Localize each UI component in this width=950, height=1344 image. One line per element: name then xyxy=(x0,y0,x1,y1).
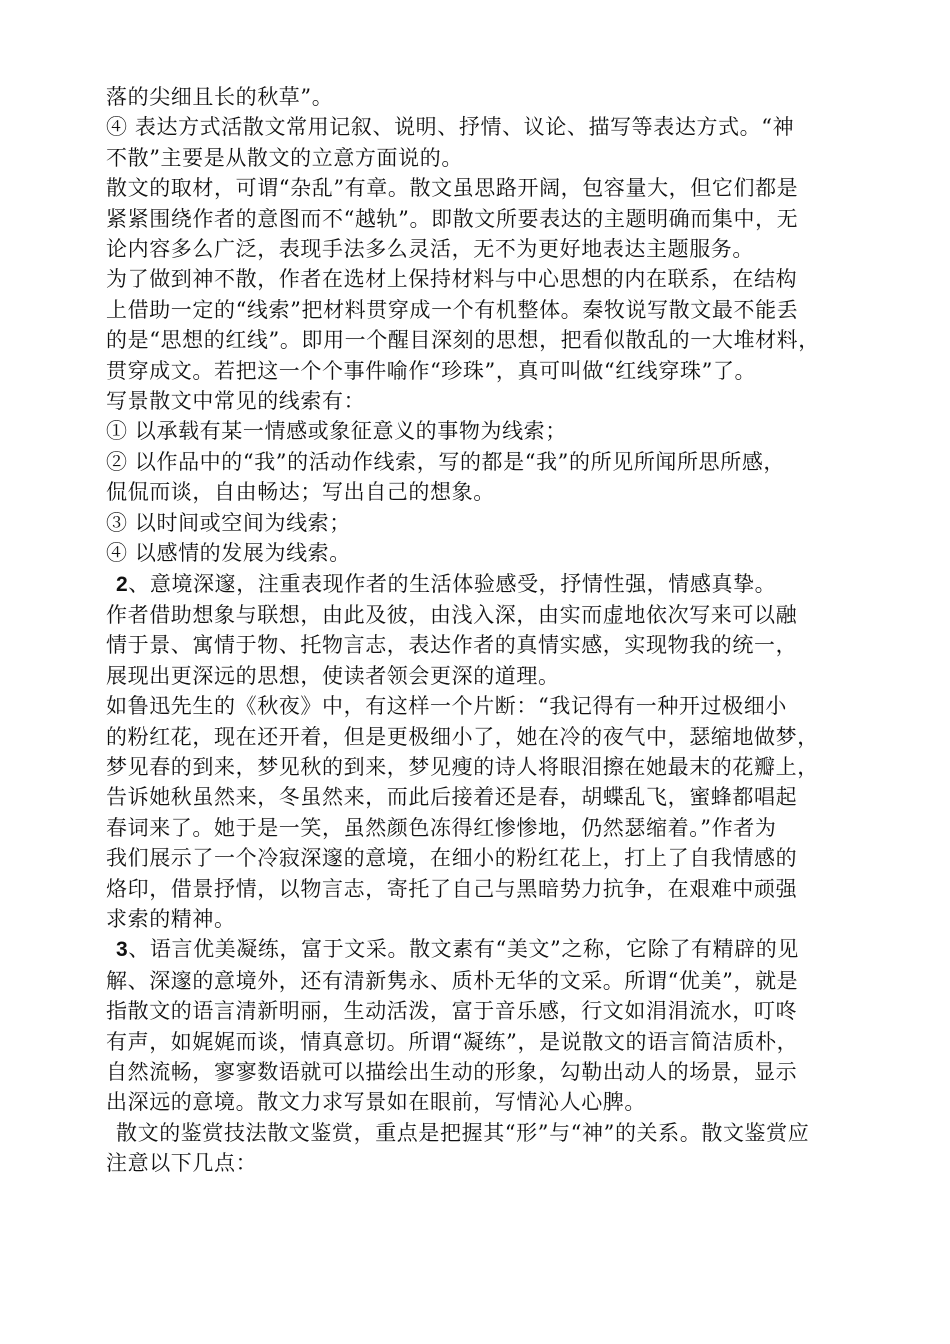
text-line: ④ 表达方式活散文常用记叙、说明、抒情、议论、描写等表达方式。“神 xyxy=(106,115,795,140)
text-line: 的粉红花，现在还开着，但是更极细小了，她在冷的夜气中，瑟缩地做梦， xyxy=(106,724,819,749)
text-line: 为了做到神不散，作者在选材上保持材料与中心思想的内在联系，在结构 xyxy=(106,267,798,292)
text-line: 侃侃而谈，自由畅达；写出自己的想象。 xyxy=(106,480,495,505)
text-line: 散文的取材，可谓“杂乱”有章。散文虽思路开阔，包容量大，但它们都是 xyxy=(106,176,799,201)
text-line: 告诉她秋虽然来，冬虽然来，而此后接着还是春，胡蝶乱飞，蜜蜂都唱起 xyxy=(106,785,798,810)
text-line: 的是“思想的红线”。即用一个醒目深刻的思想，把看似散乱的一大堆材料， xyxy=(106,328,820,353)
text-line: 注意以下几点： xyxy=(106,1151,258,1176)
text-line: 散文的鉴赏技法散文鉴赏，重点是把握其“形”与“神”的关系。散文鉴赏应 xyxy=(116,1120,810,1145)
text-line: 落的尖细且长的秋草”。 xyxy=(106,85,334,109)
text-line: 如鲁迅先生的《秋夜》中，有这样一个片断：“我记得有一种开过极细小 xyxy=(106,694,787,719)
text-line: 贯穿成文。若把这一个个事件喻作“珍珠”，真可叫做“红线穿珠”了。 xyxy=(106,358,757,383)
list-item: ① 以承载有某一情感或象征意义的事物为线索； xyxy=(106,419,567,444)
text-line: 出深远的意境。散文力求写景如在眼前，写情沁人心脾。 xyxy=(106,1090,646,1115)
section-heading-text: 、语言优美凝练，富于文采。散文素有“美文”之称，它除了有精辟的见 xyxy=(128,937,799,962)
text-line: 不散”主要是从散文的立意方面说的。 xyxy=(106,145,463,170)
text-line: 春词来了。她于是一笑，虽然颜色冻得红惨惨地，仍然瑟缩着。”作者为 xyxy=(106,815,777,840)
text-line: 展现出更深远的思想，使读者领会更深的道理。 xyxy=(106,663,560,688)
section-number: 2 xyxy=(116,572,129,596)
text-line: 解、深邃的意境外，还有清新隽永、质朴无华的文采。所谓“优美”，就是 xyxy=(106,968,799,993)
text-line: 紧紧围绕作者的意图而不“越轨”。即散文所要表达的主题明确而集中，无 xyxy=(106,206,799,231)
section-2-heading xyxy=(106,569,866,600)
document-body xyxy=(106,82,866,1179)
text-line: 上借助一定的“线索”把材料贯穿成一个有机整体。秦牧说写散文最不能丢 xyxy=(106,297,799,322)
text-line: 求索的精神。 xyxy=(106,906,236,931)
list-item: ④ 以感情的发展为线索。 xyxy=(106,541,351,566)
text-line: 梦见春的到来，梦见秋的到来，梦见瘦的诗人将眼泪擦在她最末的花瓣上， xyxy=(106,754,819,779)
text-line: 自然流畅，寥寥数语就可以描绘出生动的形象，勾勒出动人的场景，显示 xyxy=(106,1060,798,1084)
text-line: 写景散文中常见的线索有： xyxy=(106,389,366,414)
text-line: 论内容多么广泛，表现手法多么灵活，无不为更好地表达主题服务。 xyxy=(106,237,754,262)
text-line: 有声，如娓娓而谈，情真意切。所谓“凝练”，是说散文的语言简洁质朴， xyxy=(106,1029,799,1054)
list-item: ② 以作品中的“我”的活动作线索，写的都是“我”的所见所闻所思所感， xyxy=(106,449,786,474)
text-line: 指散文的语言清新明丽，生动活泼，富于音乐感，行文如涓涓流水，叮咚 xyxy=(106,999,798,1024)
text-line: 情于景、寓情于物、托物言志，表达作者的真情实感，实现物我的统一， xyxy=(106,633,798,658)
list-item: ③ 以时间或空间为线索； xyxy=(106,510,351,535)
text-line: 我们展示了一个冷寂深邃的意境，在细小的粉红花上，打上了自我情感的 xyxy=(106,846,798,871)
text-line: 作者借助想象与联想，由此及彼，由浅入深，由实而虚地依次写来可以融 xyxy=(106,602,798,627)
section-heading-text: 、意境深邃，注重表现作者的生活体验感受，抒情性强，情感真挚。 xyxy=(128,571,777,596)
section-3-heading xyxy=(106,934,866,965)
text-line: 烙印，借景抒情，以物言志，寄托了自己与黑暗势力抗争，在艰难中顽强 xyxy=(106,876,798,901)
section-number: 3 xyxy=(116,938,129,962)
